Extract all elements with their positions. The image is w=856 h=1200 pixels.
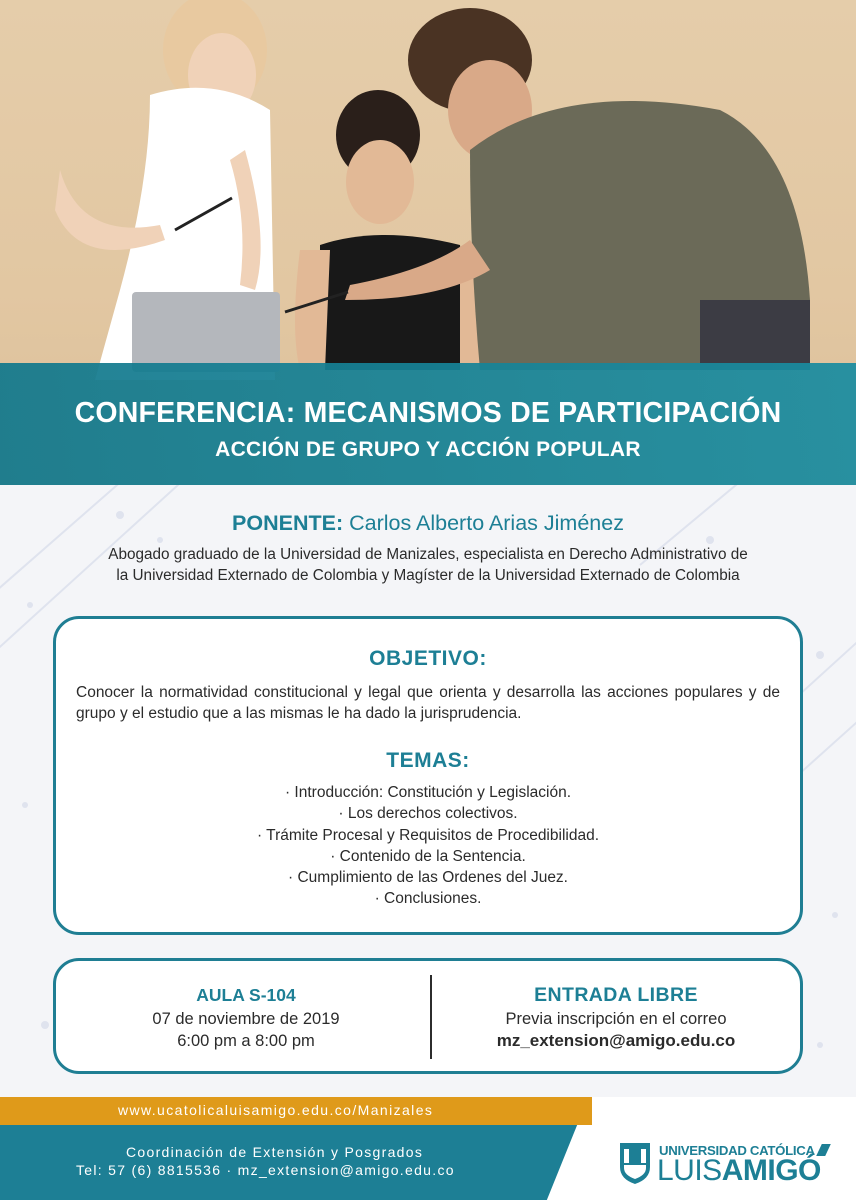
- logo-wordmark: [657, 1154, 821, 1188]
- conference-title: CONFERENCIA: MECANISMOS DE PARTICIPACIÓN: [74, 397, 782, 429]
- speaker-bio-line: Abogado graduado de la Universidad de Manizales, especialista en Derecho Administrativo de: [108, 546, 748, 563]
- topics-title: TEMAS:: [386, 749, 470, 772]
- event-email-link[interactable]: mz_extension@amigo.edu.co: [496, 1031, 736, 1050]
- speaker-label: PONENTE:: [232, 511, 344, 535]
- event-room: AULA S-104: [196, 985, 296, 1005]
- footer-department: Coordinación de Extensión y Posgrados: [126, 1144, 424, 1160]
- speaker-bio-line: la Universidad Externado de Colombia y Magíster de la Universidad Externado de Colombia: [116, 567, 740, 584]
- conference-subtitle: ACCIÓN DE GRUPO Y ACCIÓN POPULAR: [215, 438, 641, 461]
- topic-item: · Los derechos colectivos.: [338, 805, 518, 823]
- topic-item: · Contenido de la Sentencia.: [330, 847, 526, 865]
- logo-word-luis: LUIS: [657, 1154, 722, 1187]
- topic-item: · Cumplimiento de las Ordenes del Juez.: [288, 869, 568, 887]
- university-logo: [618, 1140, 843, 1188]
- logo-top-text: UNIVERSIDAD CATÓLICA: [659, 1143, 815, 1158]
- footer-contact: Tel: 57 (6) 8815536 · mz_extension@amigo.edu.co: [76, 1162, 455, 1178]
- event-info-card: [53, 958, 803, 1074]
- speaker-heading: [0, 511, 856, 536]
- logo-word-amigo: AMIGÓ: [721, 1154, 821, 1187]
- objective-card: [53, 616, 803, 935]
- topic-item: · Trámite Procesal y Requisitos de Procedibilidad.: [256, 826, 599, 844]
- event-entry-block: [446, 984, 786, 1052]
- event-time: 6:00 pm a 8:00 pm: [177, 1032, 315, 1050]
- woman-center-face: [346, 140, 414, 224]
- info-divider: [430, 975, 432, 1059]
- objective-text: Conocer la normatividad constitucional y legal que orienta y desarrolla las acciones populares y de grupo y el estudio que a las mismas le ha dado la jurisprudencia.: [76, 684, 780, 722]
- event-location-block: [76, 984, 416, 1052]
- topic-item: · Conclusiones.: [374, 890, 482, 908]
- university-shield-icon: [618, 1141, 652, 1185]
- speaker-name: Carlos Alberto Arias Jiménez: [349, 511, 624, 535]
- website-link[interactable]: www.ucatolicaluisamigo.edu.co/Manizales: [118, 1102, 434, 1118]
- topic-item: · Introducción: Constitución y Legislación.: [284, 784, 572, 801]
- topics-list: [56, 782, 800, 910]
- speaker-bio: [40, 544, 816, 586]
- laptop: [132, 292, 280, 372]
- event-registration: Previa inscripción en el correo: [505, 1010, 727, 1028]
- objective-title: OBJETIVO:: [369, 647, 487, 670]
- event-date: 07 de noviembre de 2019: [152, 1010, 340, 1028]
- event-entry: ENTRADA LIBRE: [534, 984, 698, 1006]
